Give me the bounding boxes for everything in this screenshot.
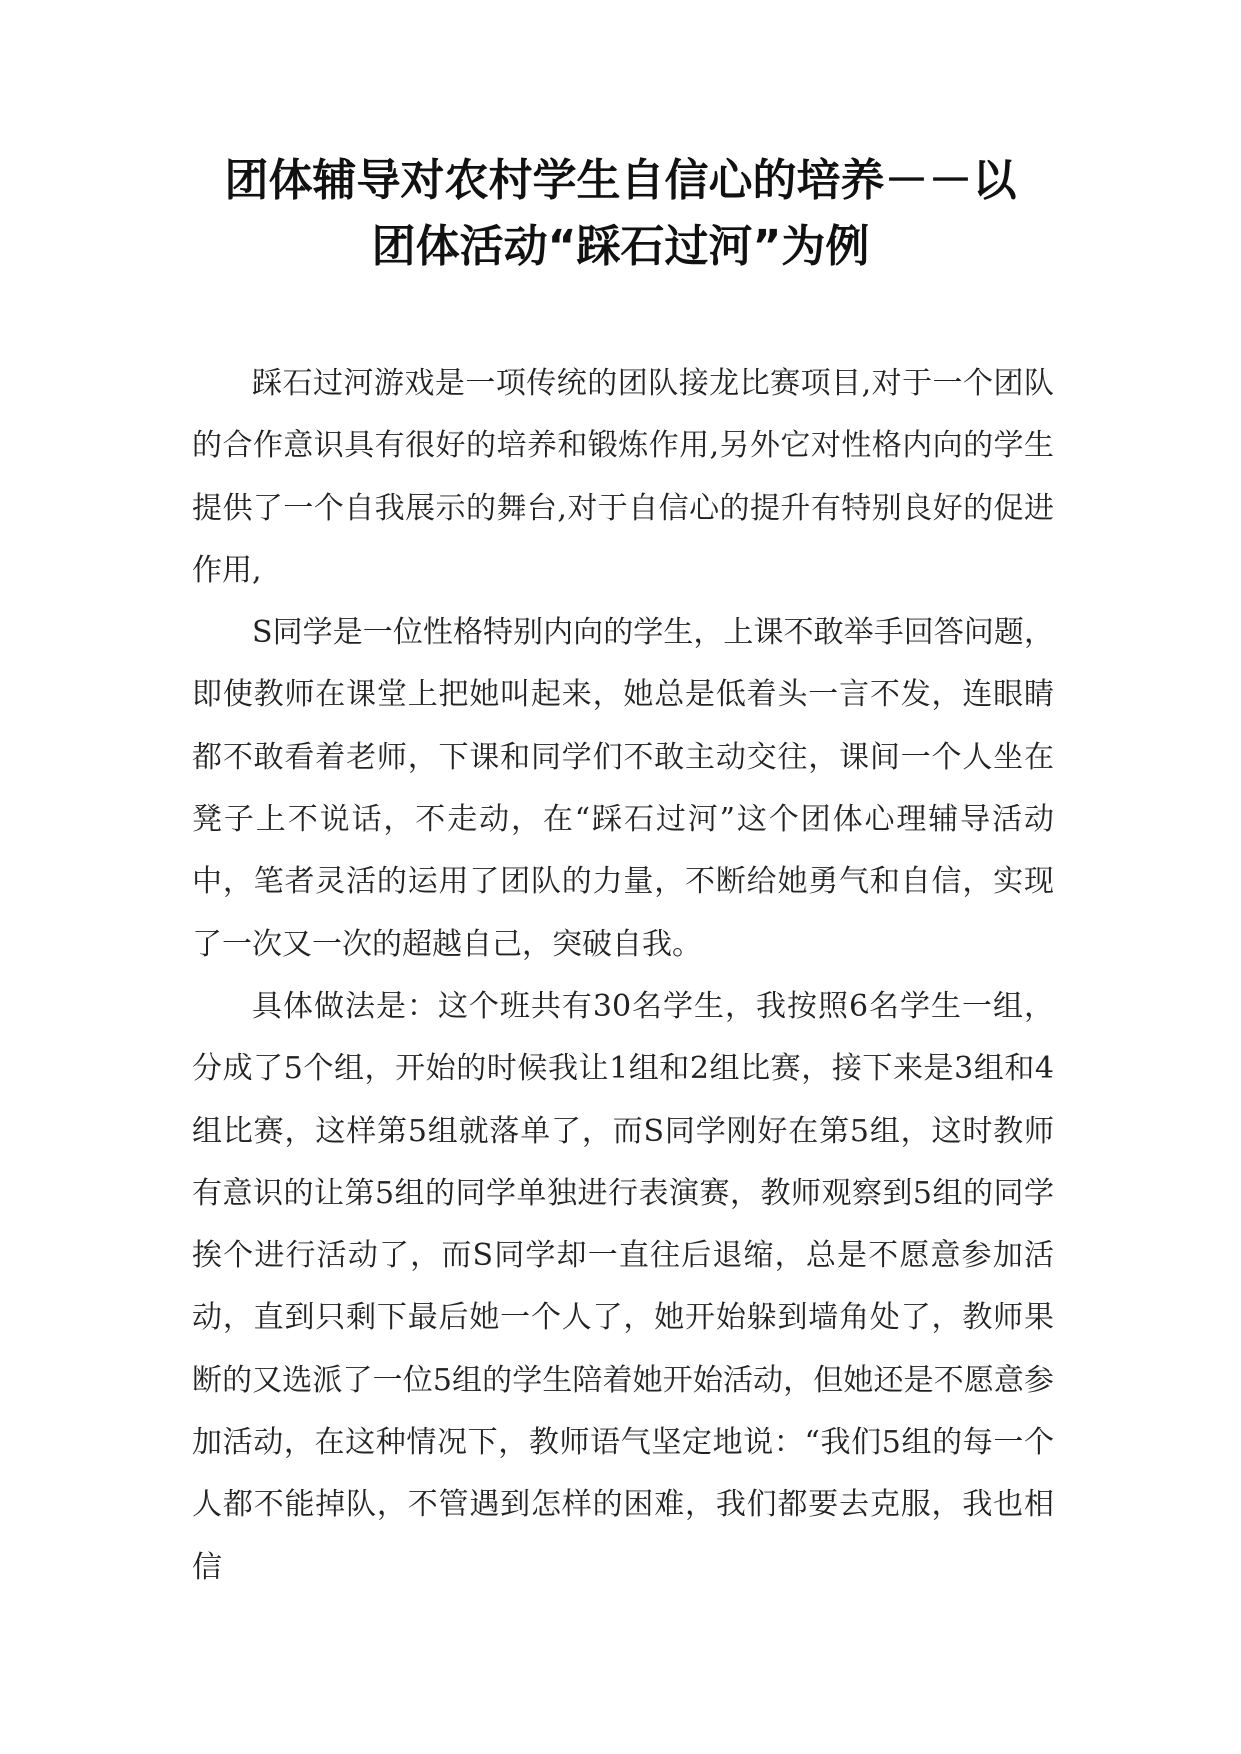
- document-title: [150, 148, 1091, 280]
- title-line-1: 团体辅导对农村学生自信心的培养－－以: [224, 155, 1017, 206]
- document-body: [192, 353, 1054, 1599]
- paragraph-3: 具体做法是：这个班共有30名学生，我按照6名学生一组，分成了5个组，开始的时候我让1组和2组比赛，接下来是3组和4组比赛，这样第5组就落单了，而S同学刚好在第5组，这时教师有意识的让第5组的同学单独进行表演赛，教师观察到5组的同学挨个进行活动了，而S同学却一直往后退缩，总是不愿意参加活动，直到只剩下最后她一个人了，她开始躲到墙角处了，教师果断的又选派了一位5组的学生陪着她开始活动，但她还是不愿意参加活动，在这种情况下，教师语气坚定地说：“我们5组的每一个人都不能掉队，不管遇到怎样的困难，我们都要去克服，我也相信: [192, 988, 1054, 1585]
- paragraph-2: S同学是一位性格特别内向的学生，上课不敢举手回答问题，即使教师在课堂上把她叫起来，她总是低着头一言不发，连眼睛都不敢看着老师，下课和同学们不敢主动交往，课间一个人坐在凳子上不说话，不走动，在“踩石过河”这个团体心理辅导活动中，笔者灵活的运用了团队的力量，不断给她勇气和自信，实现了一次又一次的超越自己，突破自我。: [192, 615, 1054, 962]
- title-line-2: 团体活动“踩石过河”为例: [371, 221, 870, 272]
- paragraph-1: 踩石过河游戏是一项传统的团队接龙比赛项目,对于一个团队的合作意识具有很好的培养和锻炼作用,另外它对性格内向的学生提供了一个自我展示的舞台,对于自信心的提升有特别良好的促进作用,: [192, 366, 1054, 588]
